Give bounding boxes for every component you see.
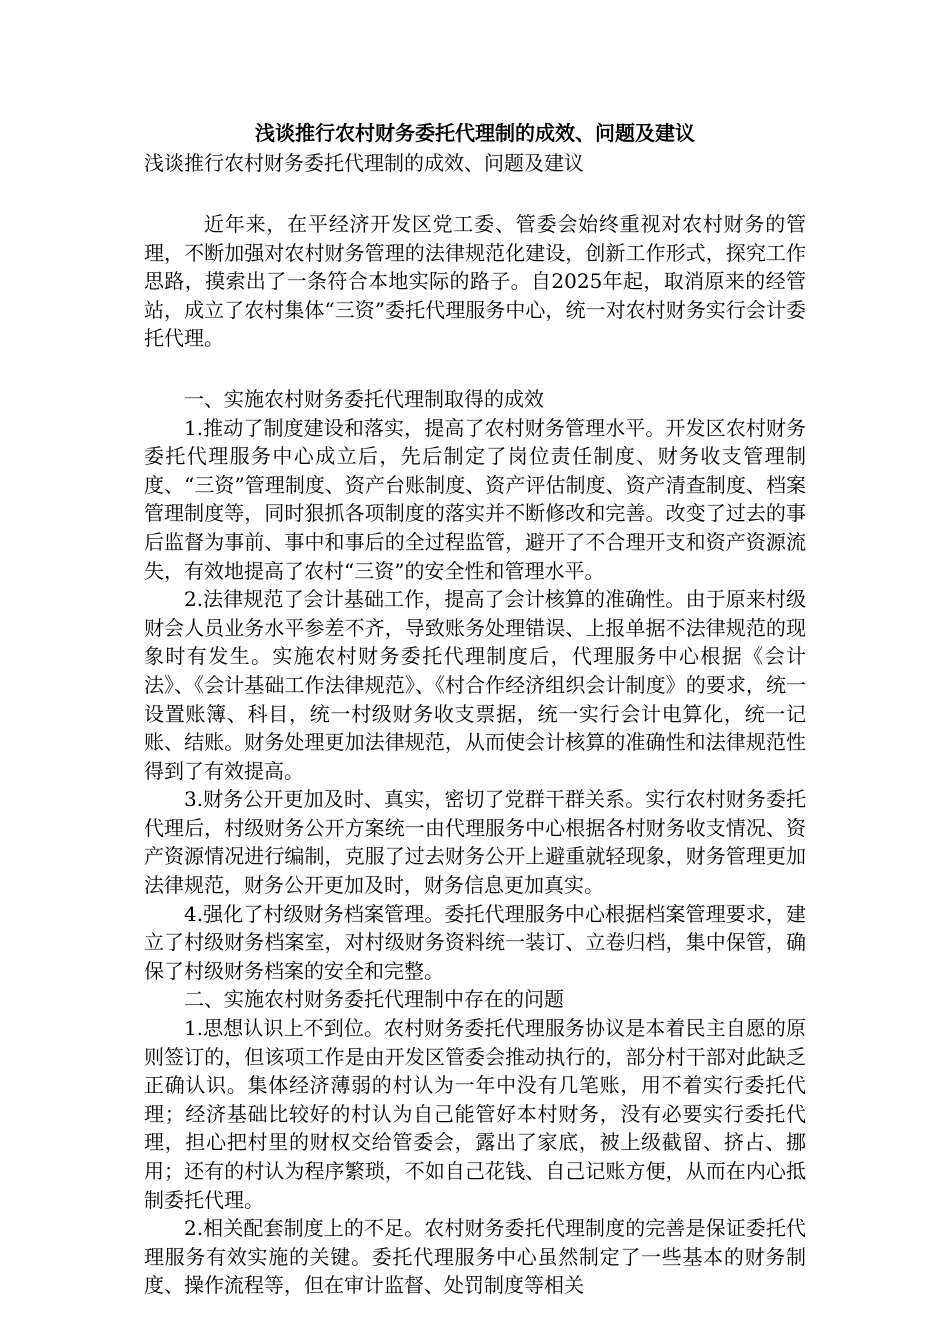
document-page [144, 118, 806, 1300]
paragraph-achievement-2: 2.法律规范了会计基础工作，提高了会计核算的准确性。由于原来村级财会人员业务水平参差不齐，导致账务处理错误、上报单据不法律规范的现象时有发生。实施农村财务委托代理制度后，代理服务中心根据《会计法》、《会计基础工作法律规范》、《村合作经济组织会计制度》的要求，统一设置账簿、科目，统一村级财务收支票据，统一实行会计电算化，统一记账、结账。财务处理更加法律规范，从而使会计核算的准确性和法律规范性得到了有效提高。 [144, 587, 806, 783]
document-title: 浅谈推行农村财务委托代理制的成效、问题及建议 [255, 121, 695, 145]
paragraph-problem-2: 2.相关配套制度上的不足。农村财务委托代理制度的完善是保证委托代理服务有效实施的关键。委托代理服务中心虽然制定了一些基本的财务制度、操作流程等，但在审计监督、处罚制度等相关 [144, 1216, 806, 1298]
intro-paragraph: 近年来，在平经济开发区党工委、管委会始终重视对农村财务的管理，不断加强对农村财务管理的法律规范化建设，创新工作形式，探究工作思路，摸索出了一条符合本地实际的路子。自2025年起，取消原来的经管站，成立了农村集体“三资”委托代理服务中心，统一对农村财务实行会计委托代理。 [144, 212, 806, 351]
section-heading-problems: 二、实施农村财务委托代理制中存在的问题 [184, 987, 564, 1012]
paragraph-achievement-1: 1.推动了制度建设和落实，提高了农村财务管理水平。开发区农村财务委托代理服务中心成立后，先后制定了岗位责任制度、财务收支管理制度、“三资”管理制度、资产台账制度、资产评估制度、资产清查制度、档案管理制度等，同时狠抓各项制度的落实并不断修改和完善。改变了过去的事后监督为事前、事中和事后的全过程监管，避开了不合理开支和资产资源流失，有效地提高了农村“三资”的安全性和管理水平。 [144, 415, 806, 583]
paragraph-achievement-3: 3.财务公开更加及时、真实，密切了党群干群关系。实行农村财务委托代理后，村级财务公开方案统一由代理服务中心根据各村财务收支情况、资产资源情况进行编制，克服了过去财务公开上避重就轻现象，财务管理更加法律规范，财务公开更加及时，财务信息更加真实。 [144, 787, 806, 898]
paragraph-achievement-4: 4.强化了村级财务档案管理。委托代理服务中心根据档案管理要求，建立了村级财务档案室，对村级财务资料统一装订、立卷归档，集中保管，确保了村级财务档案的安全和完整。 [144, 901, 806, 983]
paragraph-problem-1: 1.思想认识上不到位。农村财务委托代理服务协议是本着民主自愿的原则签订的，但该项工作是由开发区管委会推动执行的，部分村干部对此缺乏正确认识。集体经济薄弱的村认为一年中没有几笔账，用不着实行委托代理；经济基础比较好的村认为自己能管好本村财务，没有必要实行委托代理，担心把村里的财权交给管委会，露出了家底，被上级截留、挤占、挪用；还有的村认为程序繁琐，不如自己花钱、自己记账方便，从而在内心抵制委托代理。 [144, 1016, 806, 1212]
section-heading-achievements: 一、实施农村财务委托代理制取得的成效 [184, 386, 544, 411]
document-subtitle: 浅谈推行农村财务委托代理制的成效、问题及建议 [144, 151, 584, 175]
